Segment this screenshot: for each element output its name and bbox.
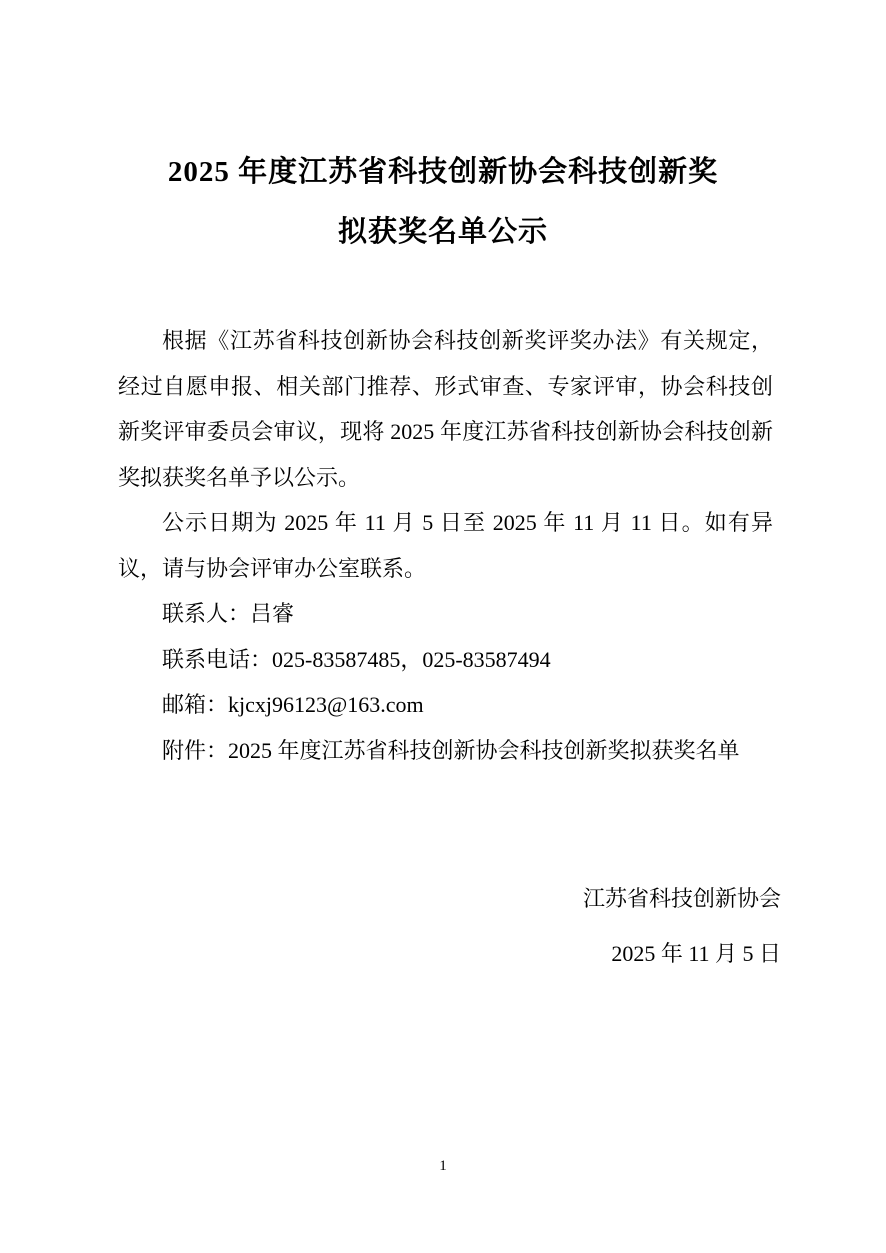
signature-date: 2025 年 11 月 5 日 [611,941,781,966]
attachment-line: 附件：2025 年度江苏省科技创新协会科技创新奖拟获奖名单 [162,737,740,763]
page-number: 1 [439,1158,447,1174]
document-body [118,318,781,981]
contact-person-line: 联系人：吕睿 [162,601,295,626]
page-footer [0,1156,886,1176]
contact-email-line: 邮箱：kjcxj96123@163.com [162,692,424,717]
paragraph-basis: 根据《江苏省科技创新协会科技创新奖评奖办法》有关规定，经过自愿申报、相关部门推荐、形式审查、专家评审，协会科技创新奖评审委员会审议，现将 2025 年度江苏省科技创新协会科技创新奖拟获奖名单予以公示。 [118,328,773,490]
contact-phone-line: 联系电话：025-83587485，025-83587494 [162,646,551,672]
page-title-line-1: 2025 年度江苏省科技创新协会科技创新奖 [167,156,719,188]
paragraph-publicity-period: 公示日期为 2025 年 11 月 5 日至 2025 年 11 月 11 日。如有异议，请与协会评审办公室联系。 [118,510,773,581]
document-title [0,0,886,262]
signature-block [118,871,781,981]
signature-organization: 江苏省科技创新协会 [582,886,781,911]
page-title-line-2: 拟获奖名单公示 [337,216,548,248]
